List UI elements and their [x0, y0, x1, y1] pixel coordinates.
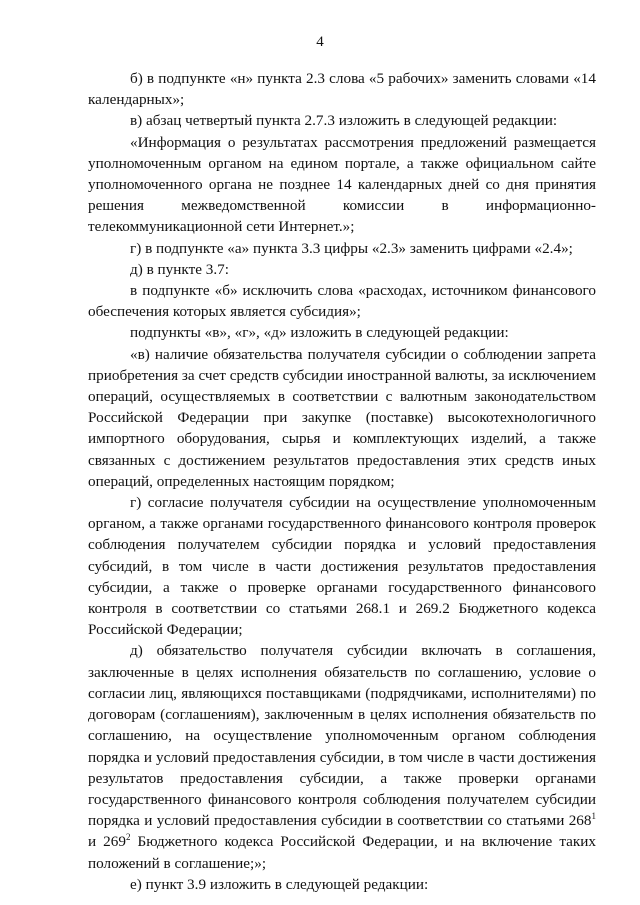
paragraph-quote-information: «Информация о результатах рассмотрения предложений размещается уполномоченным органом на едином портале, а также официальном сайте уполномоченного органа не позднее 14 календарных дней со дня принятия решения межведомственной комиссии в информационно-телекоммуникационной сети Интернет.»;	[88, 133, 596, 236]
paragraph-d-item-3-7: д) в пункте 3.7:	[130, 260, 229, 278]
superscript-article-269: 2	[125, 832, 131, 843]
page-number: 4	[316, 34, 324, 50]
paragraph-subitem-b-exclude: в подпункте «б» исключить слова «расходах, источником финансового обеспечения которых является субсидия»;	[88, 282, 596, 321]
paragraph-v-item-2-7-3: в) абзац четвертый пункта 2.7.3 изложить в следующей редакции:	[130, 112, 558, 130]
paragraph-subitem-g-text: г) согласие получателя субсидии на осуществление уполномоченным органом, а также органами государственного финансового контроля проверок соблюдения получателем субсидии порядка и условий предоставления субсидий, в том числе в части достижения результатов предоставления субсидии, а также о проверке органами государственного финансового контроля в соответствии со статьями 268.1 и 269.2 Бюджетного кодекса Российской Федерации;	[88, 494, 596, 639]
paragraph-b-subitem-n: б) в подпункте «н» пункта 2.3 слова «5 рабочих» заменить словами «14 календарных»;	[88, 70, 596, 109]
paragraph-subitem-d-text-part3: Бюджетного кодекса Российской Федерации, и на включение таких положений в соглашение;»;	[88, 833, 596, 872]
paragraph-subitem-d-text	[88, 640, 596, 873]
paragraph-g-item-3-3: г) в подпункте «а» пункта 3.3 цифры «2.3» заменить цифрами «2.4»;	[130, 239, 573, 257]
superscript-article-268: 1	[591, 811, 596, 822]
paragraph-subitem-v-text: «в) наличие обязательства получателя субсидии о соблюдении запрета приобретения за счет средств субсидии иностранной валюты, за исключением операций, осуществляемых в соответствии с валютным законодательством Российской Федерации при закупке (поставке) высокотехнологичного импортного оборудования, сырья и комплектующих изделий, а также связанных с достижением результатов предоставления этих средств иных операций, определенных настоящим порядком;	[88, 345, 596, 490]
paragraph-e-item-3-9: е) пункт 3.9 изложить в следующей редакции:	[130, 875, 429, 893]
paragraph-subitem-d-text-part1: д) обязательство получателя субсидии включать в соглашения, заключенные в целях исполнения обязательств по соглашению, условие о согласии лиц, являющихся поставщиками (подрядчиками, исполнителями) по договорам (соглашениям), заключенным в целях исполнения обязательств по соглашению, на осуществление уполномоченным органом соблюдения порядка и условий предоставления субсидии, в том числе в части достижения результатов предоставления субсидии, а также проверки органами государственного финансового контроля соблюдения получателем субсидии порядка и условий предоставления субсидии в соответствии со статьями 268	[88, 642, 596, 830]
document-body	[88, 68, 596, 895]
paragraph-subitems-v-g-d: подпункты «в», «г», «д» изложить в следующей редакции:	[130, 324, 509, 342]
paragraph-subitem-d-text-part2: и 269	[88, 833, 126, 851]
